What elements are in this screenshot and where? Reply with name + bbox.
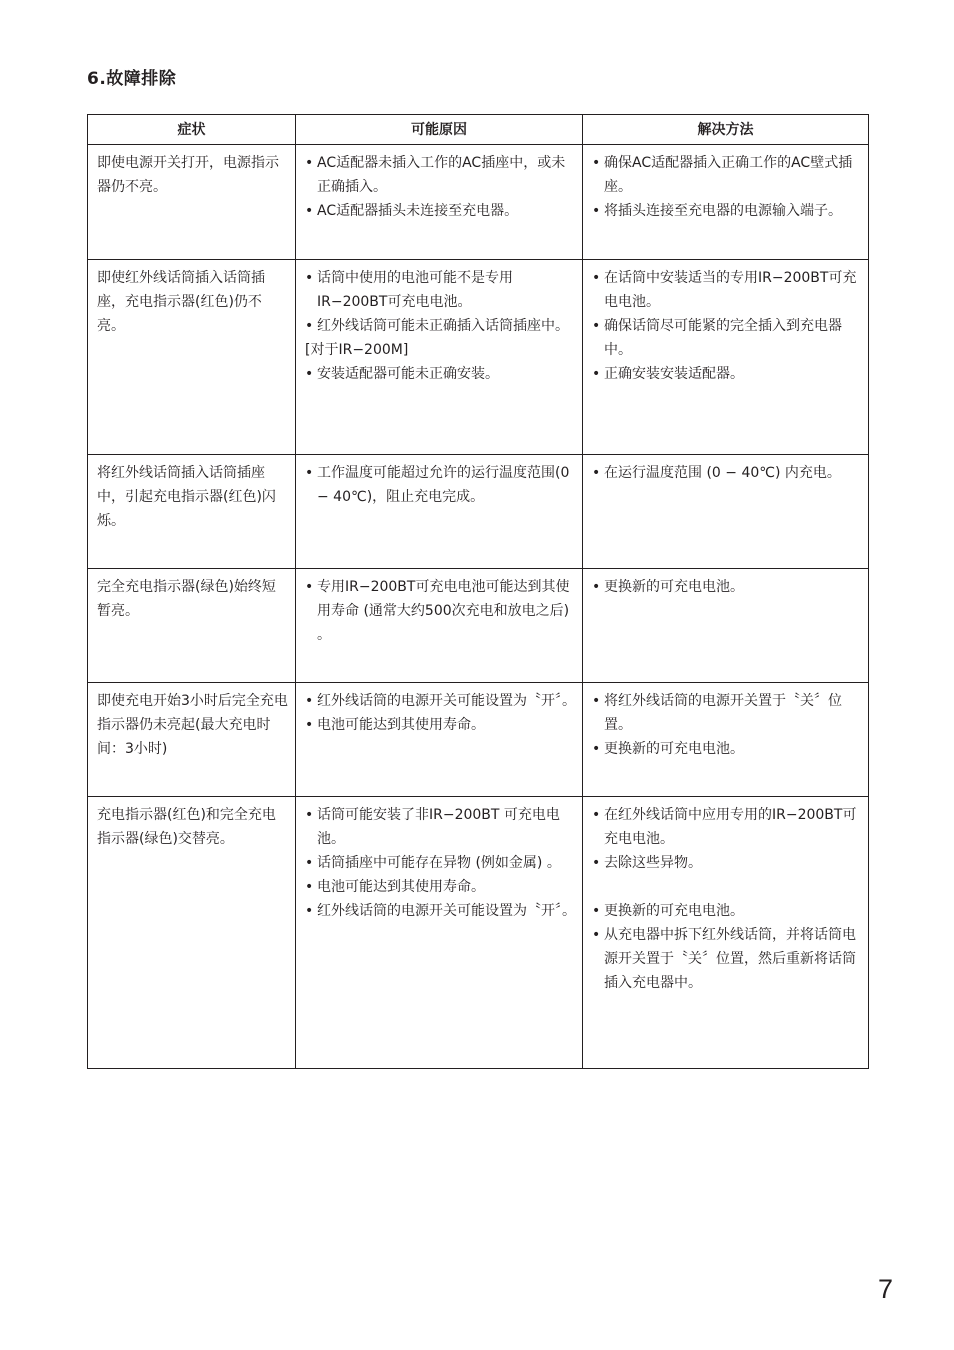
cause-item: • 话筒可能安装了非IR−200BT 可充电电池。: [305, 803, 576, 851]
cause-item: • 电池可能达到其使用寿命。: [305, 875, 576, 899]
solution-item: • 在运行温度范围 (0 − 40℃) 内充电。: [592, 461, 862, 485]
cause-item: • 专用IR−200BT可充电电池可能达到其使用寿命 (通常大约500次充电和放电之后) 。: [305, 575, 576, 647]
cause-item: • 话筒插座中可能存在异物 (例如金属) 。: [305, 851, 576, 875]
solution-cell: [583, 569, 869, 683]
cause-cell: [296, 455, 583, 569]
symptom-cell: 即使充电开始3小时后完全充电指示器仍未亮起(最大充电时间：3小时): [88, 683, 296, 797]
symptom-cell: 即使红外线话筒插入话筒插座，充电指示器(红色)仍不亮。: [88, 260, 296, 455]
symptom-cell: 完全充电指示器(绿色)始终短暂亮。: [88, 569, 296, 683]
cause-item: • AC适配器未插入工作的AC插座中，或未正确插入。: [305, 151, 576, 199]
solution-item: • 更换新的可充电电池。: [592, 899, 862, 923]
solution-item: • 确保话筒尽可能紧的完全插入到充电器中。: [592, 314, 862, 362]
table-header-row: [88, 115, 869, 145]
solution-item: • 将红外线话筒的电源开关置于〝关〞位置。: [592, 689, 862, 737]
cause-item: • 红外线话筒的电源开关可能设置为〝开〞。: [305, 899, 576, 923]
cause-item: • 工作温度可能超过允许的运行温度范围(0 − 40℃)，阻止充电完成。: [305, 461, 576, 509]
solution-item: • 更换新的可充电电池。: [592, 575, 862, 599]
cause-cell: [296, 569, 583, 683]
cause-cell: [296, 260, 583, 455]
table-row: [88, 797, 869, 1069]
solution-cell: [583, 683, 869, 797]
solution-item: • 将插头连接至充电器的电源输入端子。: [592, 199, 862, 223]
solution-cell: [583, 797, 869, 1069]
table-row: [88, 145, 869, 260]
table-row: [88, 683, 869, 797]
table-row: [88, 455, 869, 569]
header-solution: 解决方法: [583, 115, 869, 145]
cause-cell: [296, 145, 583, 260]
solution-item: • 在红外线话筒中应用专用的IR−200BT可充电电池。: [592, 803, 862, 851]
cause-item: • 红外线话筒可能未正确插入话筒插座中。: [305, 314, 576, 338]
table-row: [88, 260, 869, 455]
cause-item: • 安装适配器可能未正确安装。: [305, 362, 576, 386]
cause-note: [对于IR−200M]: [305, 342, 409, 358]
solution-item: • 确保AC适配器插入正确工作的AC壁式插座。: [592, 151, 862, 199]
page-number: 7: [877, 1274, 893, 1304]
solution-item: • 正确安装安装适配器。: [592, 362, 862, 386]
spacer: [592, 875, 862, 899]
header-symptom: 症状: [88, 115, 296, 145]
solution-item: • 在话筒中安装适当的专用IR−200BT可充电电池。: [592, 266, 862, 314]
symptom-cell: 充电指示器(红色)和完全充电指示器(绿色)交替亮。: [88, 797, 296, 1069]
troubleshooting-table: [87, 114, 869, 1069]
cause-cell: [296, 683, 583, 797]
solution-item: • 去除这些异物。: [592, 851, 862, 875]
solution-cell: [583, 145, 869, 260]
cause-item: • AC适配器插头未连接至充电器。: [305, 199, 576, 223]
cause-cell: [296, 797, 583, 1069]
solution-cell: [583, 455, 869, 569]
section-title: 6.故障排除: [87, 69, 177, 89]
symptom-cell: 将红外线话筒插入话筒插座中，引起充电指示器(红色)闪烁。: [88, 455, 296, 569]
cause-item: • 红外线话筒的电源开关可能设置为〝开〞。: [305, 689, 576, 713]
solution-item: • 从充电器中拆下红外线话筒，并将话筒电源开关置于〝关〞位置，然后重新将话筒插入充电器中。: [592, 923, 862, 995]
cause-item: • 话筒中使用的电池可能不是专用IR−200BT可充电电池。: [305, 266, 576, 314]
solution-cell: [583, 260, 869, 455]
header-cause: 可能原因: [296, 115, 583, 145]
symptom-cell: 即使电源开关打开，电源指示器仍不亮。: [88, 145, 296, 260]
table-row: [88, 569, 869, 683]
solution-item: • 更换新的可充电电池。: [592, 737, 862, 761]
cause-item: • 电池可能达到其使用寿命。: [305, 713, 576, 737]
